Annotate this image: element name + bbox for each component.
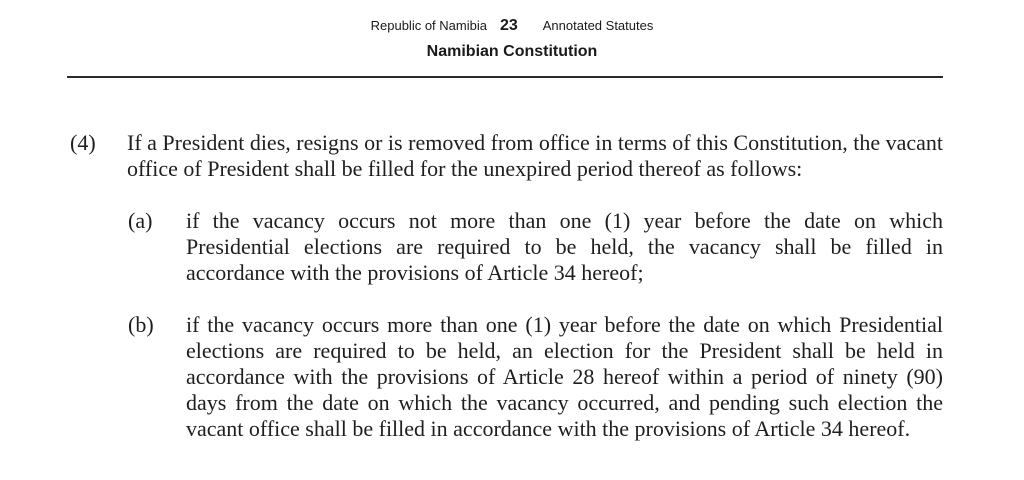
document-page — [0, 18, 1024, 442]
page-number: 23 — [499, 17, 518, 34]
jurisdiction-text: Republic of Namibia — [370, 18, 487, 33]
subsection-b-text: if the vacancy occurs more than one (1) year before the date on which Presidential elections are required to be held, an election for the President shall be held in accordance with the provisions of Article 28 hereof within a period of ninety (90) days from the date on which the vacancy occurred, and pending such election the vacant office shall be filled in accordance with the provisions of Article 34 hereof. — [186, 312, 943, 441]
clause-text: If a President dies, resigns or is removed from office in terms of this Constitution, the vacant office of President shall be filled for the unexpired period thereof as follows: — [127, 130, 943, 181]
subsection-b — [128, 312, 943, 442]
clause-4 — [70, 130, 943, 182]
subsection-b-label: (b) — [128, 312, 154, 337]
header-divider — [67, 76, 943, 78]
document-title: Namibian Constitution — [426, 43, 598, 60]
page-header-meta — [0, 18, 1024, 33]
subsection-a-text: if the vacancy occurs not more than one (1) year before the date on which Presidential elections are required to be held, the vacancy shall be filled in accordance with the provisions of Article 34 hereof; — [186, 208, 943, 285]
subsection-a-label: (a) — [128, 208, 153, 233]
subsection-a — [128, 208, 943, 286]
collection-text: Annotated Statutes — [542, 18, 654, 33]
clause-number: (4) — [70, 130, 96, 155]
